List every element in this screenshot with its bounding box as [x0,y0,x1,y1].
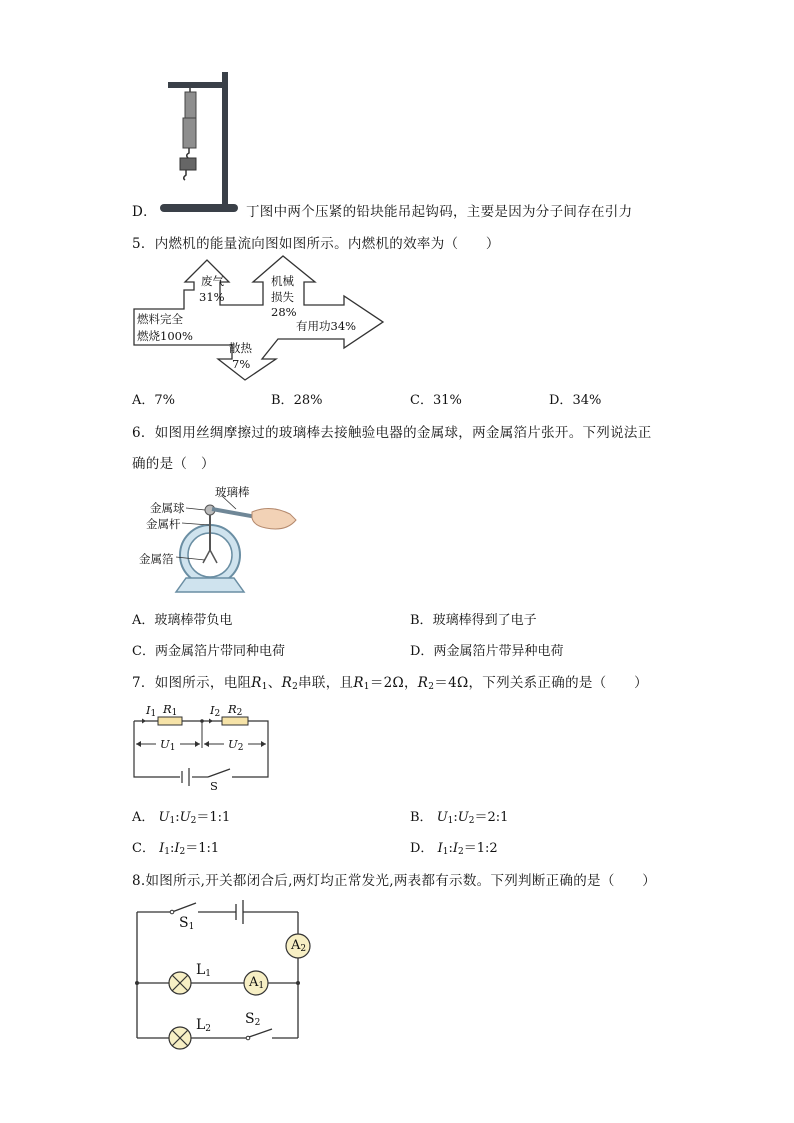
q7-i1-label: $I_1$ [146,703,157,719]
glass-rod-label: 玻璃棒 [215,485,250,499]
q8-l2-label: $L_2$ [196,1017,212,1034]
q7-option-a[interactable]: A． $U_1:U_2=1:1$ [132,810,231,826]
q5-stem: 5．内燃机的能量流向图如图所示。内燃机的效率为（ ） [132,236,500,252]
q6-option-c[interactable]: C．两金属箔片带同种电荷 [132,644,285,659]
exhaust-label: 废气 [201,274,224,288]
q7-u2-label: $U_2$ [228,737,244,753]
q5-option-c[interactable]: C．31% [410,393,462,408]
q6-stem-line1: 6．如图用丝绸摩擦过的玻璃棒去接触验电器的金属球，两金属箔片张开。下列说法正 [132,425,652,441]
heat-label: 散热 [229,341,252,355]
input-line2: 燃烧100% [137,329,193,343]
q7-option-b[interactable]: B． $U_1:U_2=2:1$ [410,810,509,826]
q6-option-a[interactable]: A．玻璃棒带负电 [132,613,233,628]
q6-option-d[interactable]: D．两金属箔片带异种电荷 [410,644,564,659]
option-letter: D． [132,204,157,220]
q6-option-b[interactable]: B．玻璃棒得到了电子 [410,613,537,628]
metal-foil-label: 金属箔 [139,552,174,566]
q7-stem: 7．如图所示，电阻$R_1$、$R_2$串联，且$R_1=2\Omega$，$R_2=4\Omega$，下列关系正确的是（ ） [132,675,648,692]
metal-rod-label: 金属杆 [146,517,181,531]
mech-loss-line2: 损失 [271,290,294,304]
q8-l1-label: $L_1$ [196,962,212,979]
q8-stem: 8.如图所示,开关都闭合后,两灯均正常发光,两表都有示数。下列判断正确的是（ ） [132,873,657,889]
q7-i2-label: $I_2$ [210,703,221,719]
q8-a1-label: $A_1$ [249,975,265,991]
q5-option-b[interactable]: B．28% [271,393,323,408]
q6-stem-line2: 确的是（ ） [132,456,215,472]
mech-loss-value: 28% [271,305,297,319]
q8-s2-label: $S_2$ [245,1011,261,1028]
q8-s1-label: $S_1$ [179,915,195,932]
q4-option-d-text: 丁图中两个压紧的铅块能吊起钩码，主要是因为分子间存在引力 [246,204,633,220]
heat-value: 7% [232,357,251,371]
input-line1: 燃料完全 [137,312,183,326]
option-letter: A． [132,810,155,825]
useful-work-label: 有用功34% [296,319,357,333]
q7-u1-label: $U_1$ [160,737,176,753]
exhaust-value: 31% [199,290,225,304]
metal-ball-label: 金属球 [150,501,185,515]
q5-option-a[interactable]: A．7% [132,393,176,408]
option-letter: C． [132,841,155,856]
q7-option-c[interactable]: C． $I_1:I_2=1:1$ [132,841,220,857]
q7-r1-label: $R_1$ [163,702,178,718]
mech-loss-line1: 机械 [271,274,294,288]
q5-option-d[interactable]: D．34% [549,393,602,408]
q7-option-d[interactable]: D． $I_1:I_2=1:2$ [410,841,498,857]
q7-r2-label: $R_2$ [228,702,243,718]
q7-switch-label: S [210,779,218,793]
option-letter: D． [410,841,434,856]
q8-a2-label: $A_2$ [291,938,307,954]
option-letter: B． [410,810,433,825]
